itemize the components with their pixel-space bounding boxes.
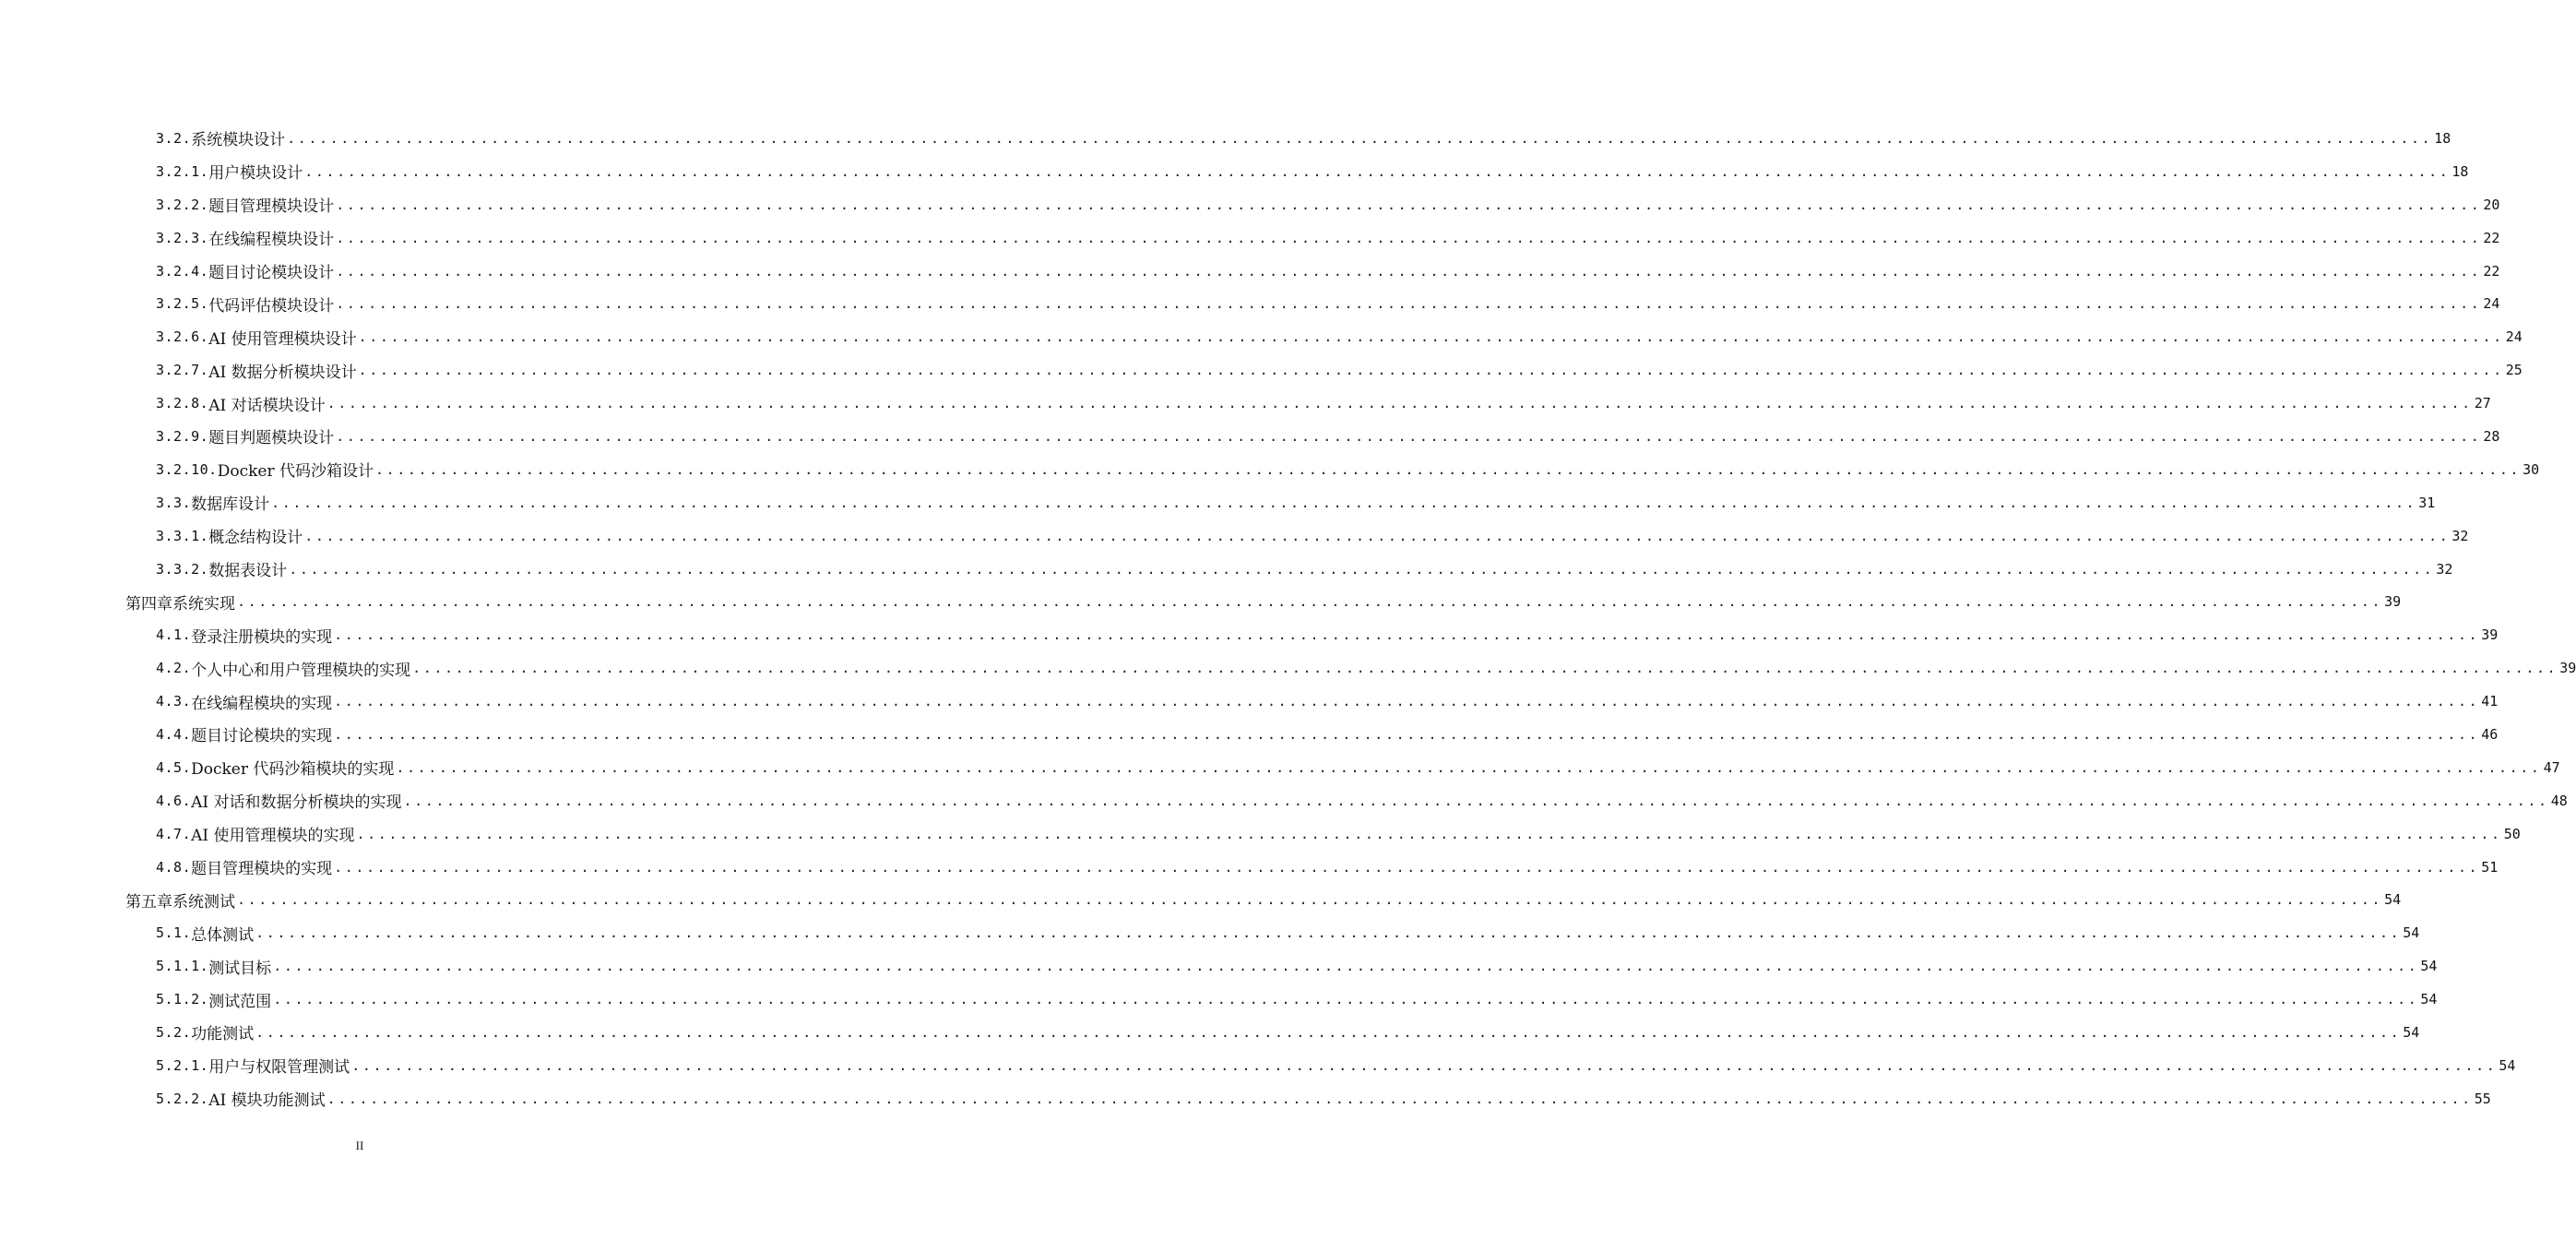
toc-entry-number: 4.2. (156, 660, 192, 677)
dot-leader: ........................................................................................................................................................................................................ (255, 1023, 2402, 1041)
toc-entry-number: 3.2.4. (156, 262, 209, 280)
toc-entry[interactable] (0, 817, 2521, 851)
toc-entry-page: 39 (2559, 660, 2576, 677)
dot-leader: ........................................................................................................................................................................................................ (237, 891, 2383, 909)
toc-entry[interactable] (0, 685, 2499, 718)
toc-entry-number: 4.5. (156, 758, 192, 776)
dot-leader: ........................................................................................................................................................................................................ (403, 792, 2549, 809)
dot-leader: ........................................................................................................................................................................................................ (351, 1056, 2498, 1074)
toc-entry[interactable] (0, 1049, 2516, 1082)
toc-entry[interactable] (0, 883, 2402, 916)
toc-entry-title: AI 对话和数据分析模块的实现 (191, 793, 402, 813)
toc-entry[interactable] (0, 519, 2469, 553)
toc-entry-title: 登录注册模块的实现 (191, 627, 333, 647)
table-of-contents (0, 122, 2576, 1115)
toc-entry-number: 3.2.8. (156, 395, 209, 412)
toc-entry-title: AI 模块功能测试 (208, 1091, 326, 1111)
toc-entry-title: AI 数据分析模块设计 (208, 363, 357, 382)
toc-entry-title: 题目讨论模块设计 (208, 264, 335, 282)
toc-entry-page: 18 (2451, 162, 2469, 180)
toc-entry-number: 3.2.2. (156, 196, 209, 213)
dot-leader: ........................................................................................................................................................................................................ (334, 858, 2480, 876)
toc-entry[interactable] (0, 949, 2438, 983)
dot-leader: ........................................................................................................................................................................................................ (304, 527, 2451, 544)
toc-entry[interactable] (0, 1082, 2491, 1115)
toc-entry-number: 4.7. (156, 825, 192, 842)
toc-entry-title: 在线编程模块设计 (208, 231, 335, 250)
toc-entry-page: 24 (2483, 295, 2500, 313)
toc-entry[interactable] (0, 155, 2469, 188)
toc-entry-number: 5.1.2. (156, 991, 209, 1008)
dot-leader: ........................................................................................................................................................................................................ (334, 626, 2480, 644)
toc-entry-number: 3.2.1. (156, 162, 209, 180)
dot-leader: ........................................................................................................................................................................................................ (326, 395, 2473, 412)
toc-entry-page: 54 (2403, 924, 2420, 942)
toc-entry-title: 用户与权限管理测试 (208, 1058, 350, 1078)
toc-entry-number: 3.3. (156, 494, 192, 511)
dot-leader: ........................................................................................................................................................................................................ (336, 262, 2482, 280)
toc-entry[interactable] (0, 751, 2560, 784)
toc-entry[interactable] (0, 718, 2499, 751)
dot-leader: ........................................................................................................................................................................................................ (336, 295, 2482, 313)
toc-entry-title: 概念结构设计 (208, 529, 303, 548)
dot-leader: ........................................................................................................................................................................................................ (375, 460, 2522, 478)
toc-entry[interactable] (0, 122, 2451, 155)
dot-leader: ........................................................................................................................................................................................................ (287, 129, 2433, 147)
toc-entry[interactable] (0, 553, 2453, 586)
toc-entry-title: 测试范围 (208, 992, 272, 1011)
toc-entry-number: 5.1. (156, 924, 192, 942)
dot-leader: ........................................................................................................................................................................................................ (304, 162, 2451, 180)
toc-entry-page: 54 (2384, 891, 2402, 909)
toc-entry-page: 54 (2403, 1023, 2420, 1041)
toc-entry[interactable] (0, 353, 2523, 387)
toc-entry-number: 5.2.1. (156, 1056, 209, 1074)
toc-entry-number: 5.1.1. (156, 958, 209, 975)
toc-entry[interactable] (0, 387, 2491, 420)
toc-entry-title: 数据表设计 (208, 562, 288, 581)
toc-entry[interactable] (0, 585, 2402, 618)
toc-entry[interactable] (0, 221, 2500, 255)
toc-entry[interactable] (0, 851, 2499, 884)
toc-entry-number: 3.2.10. (156, 460, 218, 478)
dot-leader: ........................................................................................................................................................................................................ (358, 362, 2504, 379)
toc-entry-title: 总体测试 (191, 925, 255, 945)
toc-entry-title: 系统模块设计 (191, 131, 286, 150)
toc-entry-page: 39 (2384, 593, 2402, 611)
toc-entry-title: 用户模块设计 (208, 164, 303, 184)
toc-entry-title: 测试目标 (208, 959, 272, 978)
toc-entry-page: 30 (2523, 460, 2540, 478)
toc-entry-number: 3.2.6. (156, 328, 209, 346)
toc-entry-number: 第四章 (125, 594, 172, 614)
toc-entry-number: 4.6. (156, 792, 192, 809)
dot-leader: ........................................................................................................................................................................................................ (273, 958, 2419, 975)
toc-entry[interactable] (0, 651, 2576, 685)
toc-entry-page: 50 (2503, 825, 2521, 842)
toc-entry-page: 48 (2550, 792, 2568, 809)
toc-entry[interactable] (0, 1016, 2420, 1049)
toc-entry-page: 54 (2499, 1056, 2516, 1074)
toc-entry-page: 25 (2505, 362, 2523, 379)
toc-entry-number: 第五章 (125, 892, 172, 912)
toc-entry-page: 32 (2451, 527, 2469, 544)
toc-entry-title: Docker 代码沙箱设计 (217, 462, 374, 482)
dot-leader: ........................................................................................................................................................................................................ (334, 725, 2480, 743)
toc-entry-title: 功能测试 (191, 1025, 255, 1044)
toc-entry-number: 5.2. (156, 1023, 192, 1041)
toc-entry-number: 3.2.3. (156, 229, 209, 246)
toc-entry-page: 32 (2436, 560, 2453, 578)
dot-leader: ........................................................................................................................................................................................................ (336, 196, 2482, 213)
dot-leader: ........................................................................................................................................................................................................ (336, 229, 2482, 246)
toc-entry[interactable] (0, 320, 2523, 353)
toc-entry-title: 题目判题模块设计 (208, 429, 335, 448)
dot-leader: ........................................................................................................................................................................................................ (356, 825, 2502, 842)
toc-entry[interactable] (0, 188, 2500, 221)
toc-entry-title: Docker 代码沙箱模块的实现 (191, 760, 395, 780)
toc-entry-title: AI 使用管理模块设计 (208, 329, 357, 349)
toc-entry-number: 5.2.2. (156, 1090, 209, 1107)
toc-entry-page: 51 (2481, 858, 2499, 876)
toc-entry-title: 系统实现 (172, 594, 235, 614)
toc-entry-number: 3.2. (156, 129, 192, 147)
dot-leader: ........................................................................................................................................................................................................ (412, 660, 2558, 677)
dot-leader: ........................................................................................................................................................................................................ (358, 328, 2504, 346)
toc-entry-page: 55 (2474, 1090, 2491, 1107)
toc-entry-page: 24 (2505, 328, 2523, 346)
toc-entry-number: 3.2.5. (156, 295, 209, 313)
toc-entry-number: 3.3.1. (156, 527, 209, 544)
toc-entry[interactable] (0, 784, 2568, 817)
toc-entry-title: 题目讨论模块的实现 (191, 727, 333, 746)
toc-entry-page: 54 (2420, 958, 2438, 975)
toc-entry-page: 22 (2483, 262, 2500, 280)
toc-entry-title: 在线编程模块的实现 (191, 694, 333, 713)
toc-entry-title: 代码评估模块设计 (208, 296, 335, 316)
toc-entry[interactable] (0, 255, 2500, 288)
toc-entry-page: 28 (2483, 427, 2500, 445)
toc-entry-title: 题目管理模块的实现 (191, 860, 333, 879)
dot-leader: ........................................................................................................................................................................................................ (289, 560, 2435, 578)
toc-entry-title: 题目管理模块设计 (208, 197, 335, 217)
toc-entry-page: 31 (2418, 494, 2436, 511)
toc-entry-page: 47 (2543, 758, 2560, 776)
toc-entry-title: 系统测试 (172, 892, 235, 912)
toc-entry-number: 3.3.2. (156, 560, 209, 578)
dot-leader: ........................................................................................................................................................................................................ (336, 427, 2482, 445)
toc-entry-title: 数据库设计 (191, 495, 270, 515)
toc-entry[interactable] (0, 916, 2420, 949)
toc-entry-page: 18 (2434, 129, 2451, 147)
dot-leader: ........................................................................................................................................................................................................ (237, 593, 2383, 611)
toc-entry-number: 3.2.9. (156, 427, 209, 445)
toc-entry-page: 27 (2474, 395, 2491, 412)
toc-entry-number: 4.4. (156, 725, 192, 743)
dot-leader: ........................................................................................................................................................................................................ (326, 1090, 2473, 1107)
toc-entry[interactable] (0, 983, 2438, 1016)
toc-entry[interactable] (0, 486, 2436, 519)
toc-entry-page: 20 (2483, 196, 2500, 213)
dot-leader: ........................................................................................................................................................................................................ (334, 693, 2480, 710)
toc-entry-page: 46 (2481, 725, 2499, 743)
dot-leader: ........................................................................................................................................................................................................ (255, 924, 2402, 942)
toc-entry-number: 4.8. (156, 858, 192, 876)
toc-entry[interactable] (0, 618, 2499, 651)
toc-entry-title: AI 使用管理模块的实现 (191, 827, 355, 846)
toc-entry-page: 22 (2483, 229, 2500, 246)
toc-entry-title: 个人中心和用户管理模块的实现 (191, 661, 411, 680)
page-number-footer: II (355, 1139, 364, 1152)
toc-entry[interactable] (0, 453, 2540, 486)
toc-entry-page: 39 (2481, 626, 2499, 644)
toc-entry-page: 41 (2481, 693, 2499, 710)
toc-entry-number: 4.1. (156, 626, 192, 644)
dot-leader: ........................................................................................................................................................................................................ (396, 758, 2542, 776)
toc-entry[interactable] (0, 420, 2500, 453)
toc-entry-title: AI 对话模块设计 (208, 396, 326, 415)
dot-leader: ........................................................................................................................................................................................................ (273, 991, 2419, 1008)
toc-entry-page: 54 (2420, 991, 2438, 1008)
dot-leader: ........................................................................................................................................................................................................ (271, 494, 2417, 511)
toc-entry-number: 3.2.7. (156, 362, 209, 379)
toc-entry[interactable] (0, 287, 2500, 320)
toc-entry-number: 4.3. (156, 693, 192, 710)
